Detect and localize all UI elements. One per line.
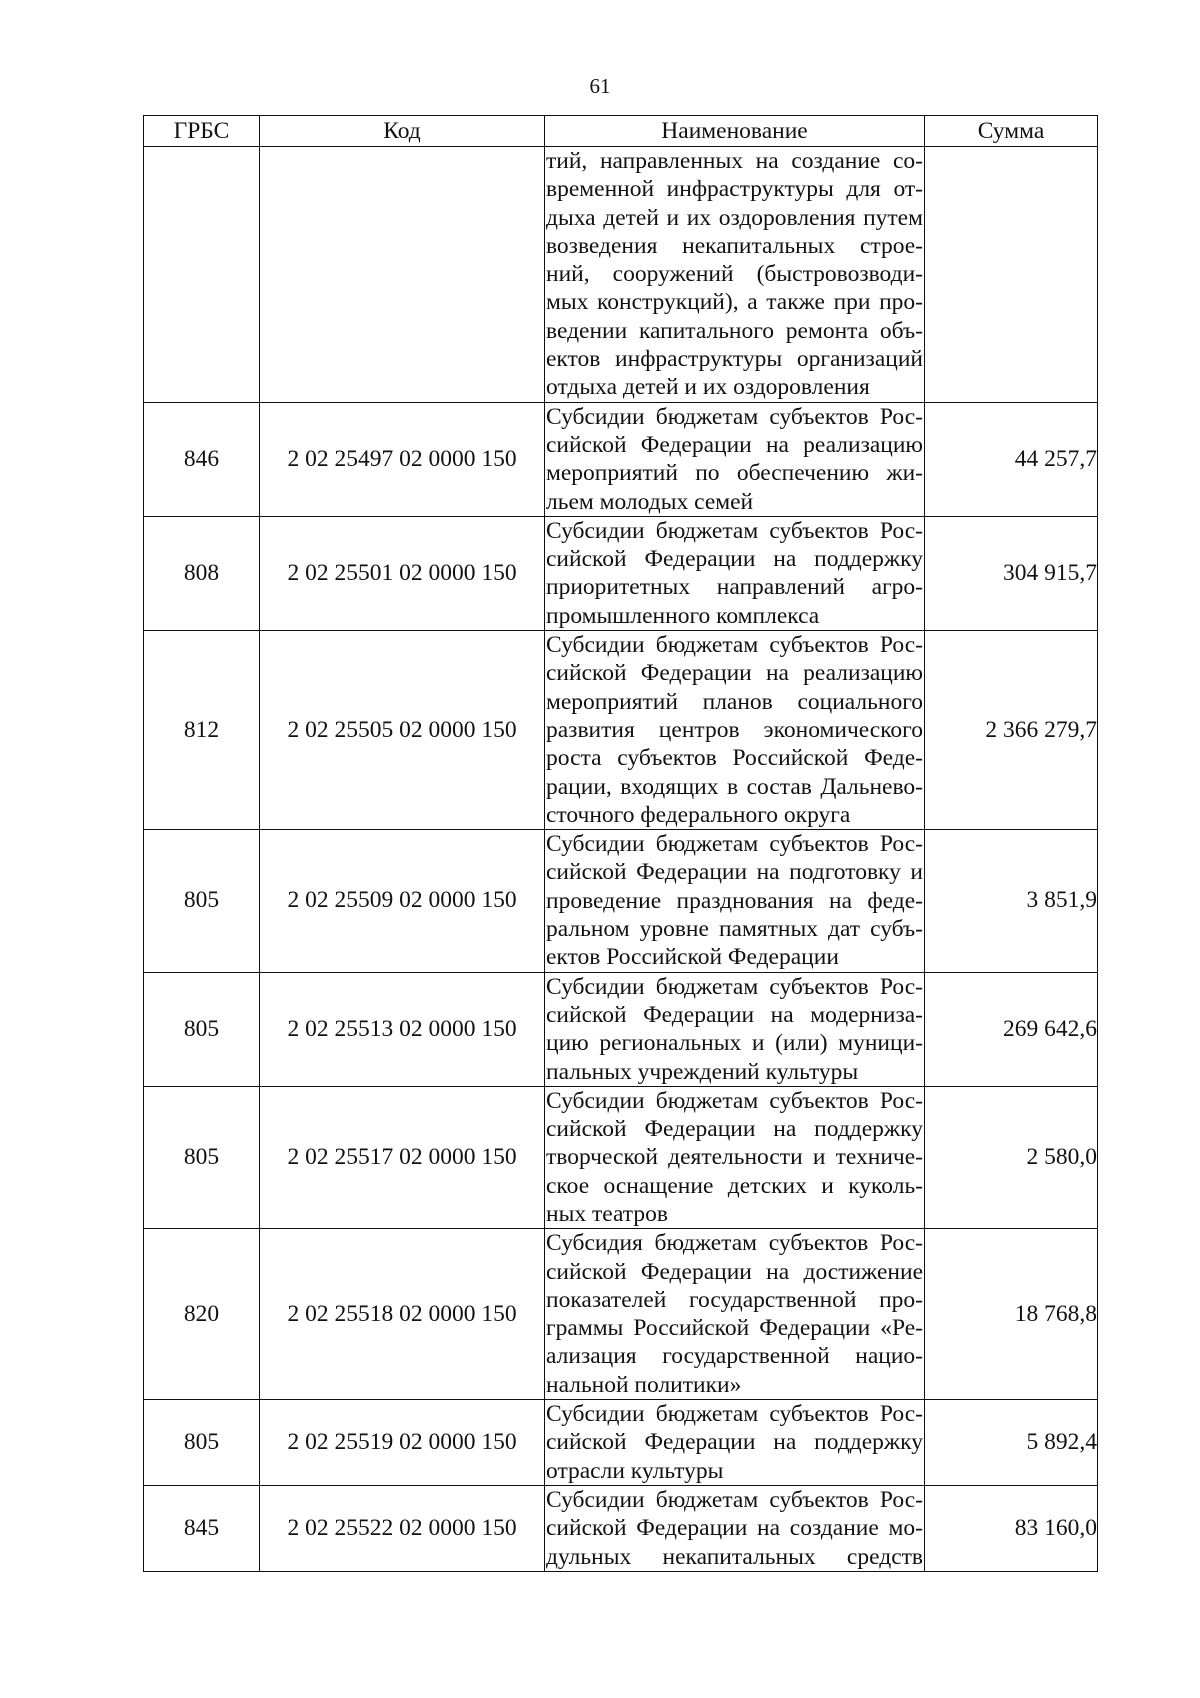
name-line: ектов Российской Федерации xyxy=(546,944,839,971)
name-line: сийской Федерации на реализацию xyxy=(546,431,923,458)
cell-name xyxy=(545,631,925,830)
name-line: ское оснащение детских и куколь- xyxy=(546,1172,923,1199)
cell-sum: 5 892,4 xyxy=(925,1400,1098,1486)
cell-grbs: 846 xyxy=(144,402,260,516)
name-line: дульных некапитальных средств xyxy=(546,1543,923,1570)
name-line: сийской Федерации на поддержку xyxy=(546,546,923,573)
name-line: мероприятий по обеспечению жи- xyxy=(546,460,923,487)
name-line: Субсидии бюджетам субъектов Рос- xyxy=(546,831,923,858)
cell-name xyxy=(545,830,925,972)
cell-sum: 18 768,8 xyxy=(925,1229,1098,1400)
table-row xyxy=(144,631,1098,830)
name-line: Субсидии бюджетам субъектов Рос- xyxy=(546,1486,923,1513)
table-body xyxy=(144,147,1098,1572)
cell-code: 2 02 25518 02 0000 150 xyxy=(260,1229,545,1400)
name-line: отдыха детей и их оздоровления xyxy=(546,374,870,401)
cell-code: 2 02 25497 02 0000 150 xyxy=(260,402,545,516)
name-line: пальных учреждений культуры xyxy=(546,1058,859,1085)
name-line: ральном уровне памятных дат субъ- xyxy=(546,916,923,943)
name-line: творческой деятельности и техниче- xyxy=(546,1144,923,1171)
name-line: мых конструкций), а также при про- xyxy=(546,289,923,316)
name-line: роста субъектов Российской Феде- xyxy=(546,745,923,772)
name-line: цию региональных и (или) муници- xyxy=(546,1030,923,1057)
name-line: возведения некапитальных строе- xyxy=(546,232,923,259)
cell-grbs: 845 xyxy=(144,1485,260,1571)
name-line: временной инфраструктуры для от- xyxy=(546,176,923,203)
cell-code: 2 02 25501 02 0000 150 xyxy=(260,516,545,630)
cell-grbs: 805 xyxy=(144,830,260,972)
name-line: сийской Федерации на реализацию xyxy=(546,660,923,687)
name-line: Субсидии бюджетам субъектов Рос- xyxy=(546,517,923,544)
cell-code: 2 02 25517 02 0000 150 xyxy=(260,1086,545,1228)
name-line: Субсидия бюджетам субъектов Рос- xyxy=(546,1230,923,1257)
budget-table xyxy=(143,115,1098,1572)
cell-sum: 2 580,0 xyxy=(925,1086,1098,1228)
name-line: Субсидии бюджетам субъектов Рос- xyxy=(546,632,923,659)
name-line: Субсидии бюджетам субъектов Рос- xyxy=(546,973,923,1000)
name-line: проведение празднования на феде- xyxy=(546,887,923,914)
table-row xyxy=(144,1485,1098,1571)
table-row xyxy=(144,1229,1098,1400)
cell-code: 2 02 25522 02 0000 150 xyxy=(260,1485,545,1571)
cell-sum: 44 257,7 xyxy=(925,402,1098,516)
header-sum: Сумма xyxy=(925,116,1098,147)
name-line: ных театров xyxy=(546,1200,668,1227)
name-line: развития центров экономического xyxy=(546,716,923,743)
cell-name xyxy=(545,402,925,516)
name-line: дыха детей и их оздоровления путем xyxy=(546,204,923,231)
cell-code xyxy=(260,147,545,403)
table-row xyxy=(144,516,1098,630)
name-line: приоритетных направлений агро- xyxy=(546,574,923,601)
name-line: сийской Федерации на достижение xyxy=(546,1258,923,1285)
cell-sum: 2 366 279,7 xyxy=(925,631,1098,830)
name-line: ектов инфраструктуры организаций xyxy=(546,346,923,373)
cell-name xyxy=(545,1400,925,1486)
name-line: сийской Федерации на подготовку и xyxy=(546,859,923,886)
table-header-row xyxy=(144,116,1098,147)
cell-grbs: 812 xyxy=(144,631,260,830)
table-row xyxy=(144,830,1098,972)
name-line: Субсидии бюджетам субъектов Рос- xyxy=(546,1087,923,1114)
cell-grbs: 820 xyxy=(144,1229,260,1400)
table-row xyxy=(144,402,1098,516)
cell-grbs: 808 xyxy=(144,516,260,630)
cell-code: 2 02 25519 02 0000 150 xyxy=(260,1400,545,1486)
name-line: льем молодых семей xyxy=(546,488,754,515)
name-line: мероприятий планов социального xyxy=(546,688,923,715)
table-row xyxy=(144,147,1098,403)
cell-name xyxy=(545,1485,925,1571)
header-name: Наименование xyxy=(545,116,925,147)
name-line: ализация государственной нацио- xyxy=(546,1343,923,1370)
name-line: промышленного комплекса xyxy=(546,602,820,629)
cell-grbs: 805 xyxy=(144,1086,260,1228)
cell-grbs: 805 xyxy=(144,972,260,1086)
table-row xyxy=(144,1086,1098,1228)
cell-sum xyxy=(925,147,1098,403)
cell-name xyxy=(545,1229,925,1400)
name-line: сийской Федерации на поддержку xyxy=(546,1116,923,1143)
cell-code: 2 02 25505 02 0000 150 xyxy=(260,631,545,830)
cell-sum: 269 642,6 xyxy=(925,972,1098,1086)
cell-name xyxy=(545,972,925,1086)
name-line: Субсидии бюджетам субъектов Рос- xyxy=(546,403,923,430)
table-row xyxy=(144,1400,1098,1486)
name-line: ведении капитального ремонта объ- xyxy=(546,317,923,344)
cell-name xyxy=(545,147,925,403)
name-line: нальной политики» xyxy=(546,1371,742,1398)
name-line: показателей государственной про- xyxy=(546,1286,923,1313)
name-line: отрасли культуры xyxy=(546,1457,724,1484)
header-grbs: ГРБС xyxy=(144,116,260,147)
table-row xyxy=(144,972,1098,1086)
cell-sum: 3 851,9 xyxy=(925,830,1098,972)
cell-code: 2 02 25513 02 0000 150 xyxy=(260,972,545,1086)
page-number: 61 xyxy=(589,74,611,98)
header-code: Код xyxy=(260,116,545,147)
name-line: тий, направленных на создание со- xyxy=(546,148,923,174)
name-line: сийской Федерации на создание мо- xyxy=(546,1515,923,1542)
cell-sum: 304 915,7 xyxy=(925,516,1098,630)
name-line: граммы Российской Федерации «Ре- xyxy=(546,1315,923,1342)
cell-grbs: 805 xyxy=(144,1400,260,1486)
name-line: сточного федерального округа xyxy=(546,801,851,828)
cell-code: 2 02 25509 02 0000 150 xyxy=(260,830,545,972)
name-line: сийской Федерации на модерниза- xyxy=(546,1001,923,1028)
name-line: сийской Федерации на поддержку xyxy=(546,1429,923,1456)
cell-name xyxy=(545,1086,925,1228)
name-line: ний, сооружений (быстровозводи- xyxy=(546,261,923,288)
name-line: Субсидии бюджетам субъектов Рос- xyxy=(546,1401,923,1428)
cell-grbs xyxy=(144,147,260,403)
cell-name xyxy=(545,516,925,630)
name-line: рации, входящих в состав Дальнево- xyxy=(546,773,923,800)
cell-sum: 83 160,0 xyxy=(925,1485,1098,1571)
